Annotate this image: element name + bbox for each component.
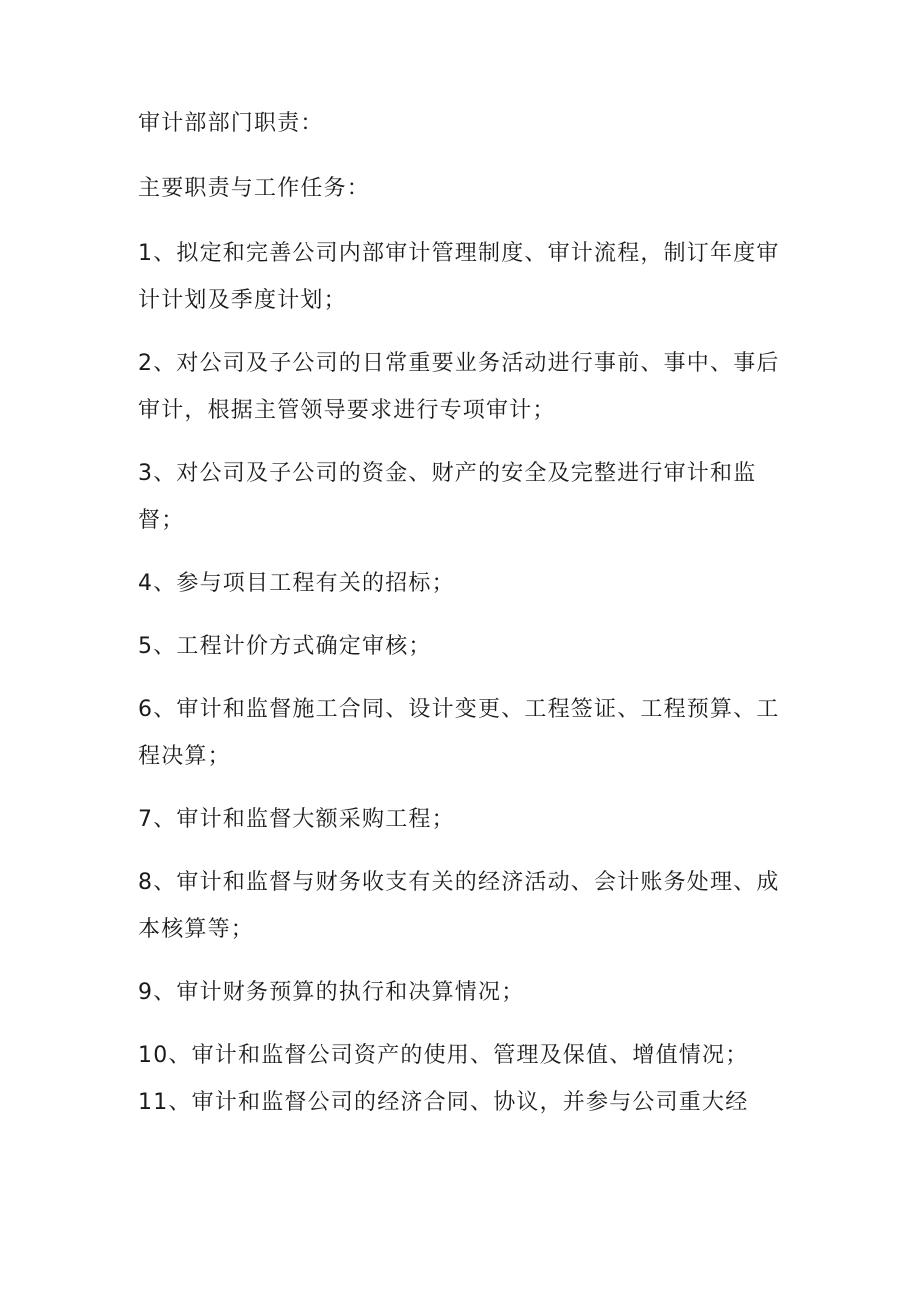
document-body: [138, 100, 788, 1126]
list-item: [138, 230, 788, 324]
list-item: [138, 1032, 788, 1079]
list-item: [138, 340, 788, 434]
list-item-line: 9、审计财务预算的执行和决算情况；: [138, 980, 525, 1005]
list-item-line: 2、对公司及子公司的日常重要业务活动进行事前、事中、事后: [138, 351, 780, 376]
list-item: [138, 686, 788, 780]
document-heading: 审计部部门职责：: [138, 111, 324, 136]
list-item: [138, 859, 788, 953]
list-item-line: 8、审计和监督与财务收支有关的经济活动、会计账务处理、成: [138, 870, 780, 895]
list-item-line: 本核算等；: [138, 917, 255, 942]
list-item-line: 5、工程计价方式确定审核；: [138, 634, 432, 659]
list-item-line: 10、审计和监督公司资产的使用、管理及保值、增值情况；: [138, 1043, 749, 1068]
list-item-line: 审计，根据主管领导要求进行专项审计；: [138, 398, 556, 423]
list-item-line: 计计划及季度计划；: [138, 288, 347, 313]
list-item-line: 7、审计和监督大额采购工程；: [138, 807, 455, 832]
list-item-line: 11、审计和监督公司的经济合同、协议，并参与公司重大经: [138, 1090, 749, 1115]
list-item-line: 4、参与项目工程有关的招标；: [138, 571, 455, 596]
list-item: [138, 1079, 788, 1126]
list-item-line: 1、拟定和完善公司内部审计管理制度、审计流程，制订年度审: [138, 241, 780, 266]
list-item-line: 6、审计和监督施工合同、设计变更、工程签证、工程预算、工: [138, 697, 780, 722]
list-item: [138, 450, 788, 544]
list-item: [138, 969, 788, 1016]
list-item-line: 督；: [138, 508, 185, 533]
document-subheading: 主要职责与工作任务：: [138, 176, 371, 201]
list-item-line: 3、对公司及子公司的资金、财产的安全及完整进行审计和监: [138, 461, 757, 486]
list-item: [138, 560, 788, 607]
list-item: [138, 623, 788, 670]
list-item: [138, 796, 788, 843]
list-item-line: 程决算；: [138, 744, 231, 769]
